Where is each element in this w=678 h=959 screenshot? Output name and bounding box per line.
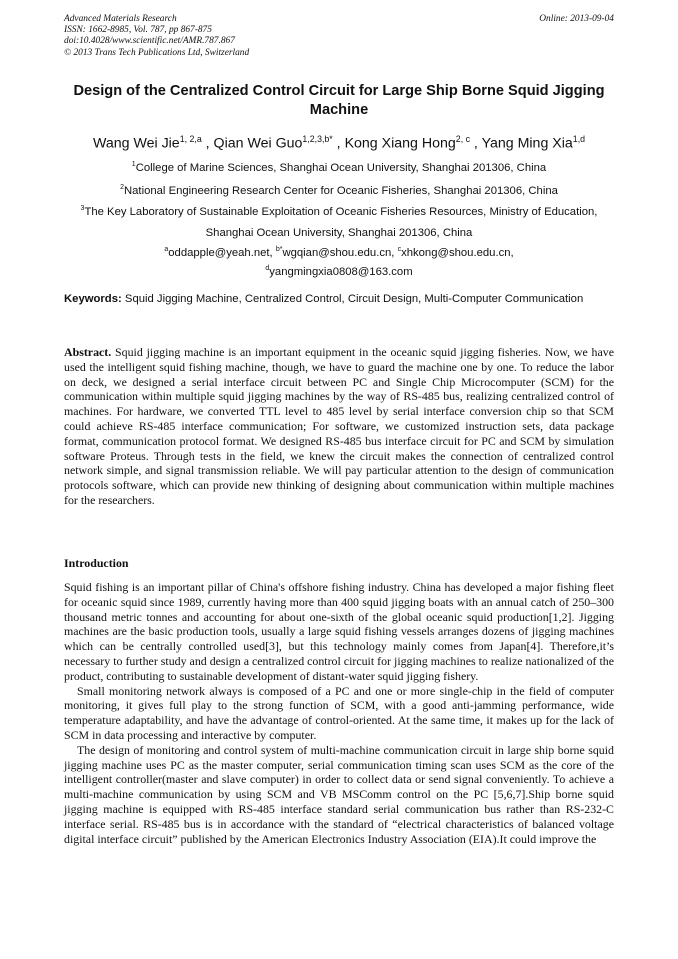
author-name: Wang Wei Jie <box>92 135 180 152</box>
email-address: xhkong@shou.edu.cn, <box>401 246 514 259</box>
affiliation-3 <box>64 198 614 244</box>
affiliation-superscript: 2 <box>120 184 124 191</box>
email-address: oddapple@yeah.net, <box>168 246 276 259</box>
keywords-text: Squid Jigging Machine, Centralized Control, Circuit Design, Multi-Computer Communication <box>121 293 584 305</box>
author-separator: , <box>332 135 345 152</box>
body-paragraph: The design of monitoring and control system of multi-machine communication circuit in large ship borne squid jigging machine uses PC as the master computer, serial communication timing scan uses SCM as the core of the intelligent controller(master and slave computer) in order to collect data or send signal conveniently. To achieve a multi-machine communication by using SCM and VB MSComm control on the PC [5,6,7].Ship borne squid jigging machine is equipped with RS-485 interface standard serial communication bus rather than RS-232-C interface serial. RS-485 bus is in accordance with the standard of “electrical characteristics of balanced voltage digital interface circuit” published by the American Electronics Industry Association (EIA).It could improve the <box>64 742 614 846</box>
introduction-body <box>64 580 614 846</box>
affiliation-superscript: 1 <box>131 161 136 168</box>
affiliation-text: National Engineering Research Center for Oceanic Fisheries, Shanghai 201306, China <box>123 184 558 197</box>
email-address: yangmingxia0808@163.com <box>269 265 413 278</box>
email-superscript: d <box>265 264 270 272</box>
email-superscript: a <box>164 246 169 253</box>
author-separator: , <box>201 135 214 152</box>
keywords-block <box>64 292 614 307</box>
email-list <box>64 242 614 280</box>
keywords-label: Keywords: <box>64 293 122 305</box>
author-separator: , <box>469 135 482 152</box>
abstract-text: Squid jigging machine is an important equipment in the oceanic squid jigging fisheries. Now, we have used the intelligent squid fishing machine, though, we have to guard the machine one by one. To reduce the labor on deck, we designed a serial interface circuit between PC and Single Chip Microcomputer (SCM) for the communication within multiple squid jigging machines by the way of RS-485 bus, realizing centralized control of machines. For hardware, we converted TTL level to 485 level by serial interface conversion chip so that SCM could achieve RS-485 interface communication; For software, we customized instruction sets, data package format, communication protocol format. We designed RS-485 bus interface circuit for PC and SCM by simulation software Proteus. Through tests in the field, we knew the circuit makes the connection of centralized control network simple, and signal transmission reliable. We will pay particular attention to the design of communication protocols software, which can provide new thinking of designing about communication within multiple machines for the researchers. <box>64 345 614 507</box>
affiliation-text: The Key Laboratory of Sustainable Exploitation of Oceanic Fisheries Resources, Ministry of Education, Shanghai Ocean University, Shanghai 201306, China <box>84 205 598 239</box>
paper-title: Design of the Centralized Control Circuit for Large Ship Borne Squid Jigging Machine <box>73 83 605 118</box>
online-date: Online: 2013-09-04 <box>539 14 614 24</box>
author-name: Qian Wei Guo <box>213 135 303 152</box>
author-superscript: 1,2,3,b* <box>302 134 333 144</box>
affiliation-text: College of Marine Sciences, Shanghai Ocean University, Shanghai 201306, China <box>135 161 547 174</box>
copyright-line: © 2013 Trans Tech Publications Ltd, Switzerland <box>64 47 250 58</box>
abstract-block <box>64 345 614 508</box>
issn-line: ISSN: 1662-8985, Vol. 787, pp 867-875 <box>64 25 212 36</box>
affiliation-1 <box>64 154 614 179</box>
author-superscript: 1, 2,a <box>179 134 202 144</box>
abstract-label: Abstract. <box>64 345 112 359</box>
email-superscript: b* <box>275 246 283 253</box>
author-name: Kong Xiang Hong <box>344 135 456 152</box>
author-superscript: 1,d <box>572 134 586 144</box>
body-paragraph: Small monitoring network always is composed of a PC and one or more single-chip in the field of computer monitoring, it gives full play to the strong function of SCM, with a good anti-jamming performance, wide temperature adaptability, and have the advantage of control-oriented. At the same time, it makes up for the lack of SCM in data processing and interactive by computer. <box>64 683 614 742</box>
affiliation-superscript: 3 <box>80 205 85 212</box>
journal-name: Advanced Materials Research <box>64 14 177 24</box>
email-superscript: c <box>397 246 402 253</box>
introduction-heading: Introduction <box>64 556 129 570</box>
author-name: Yang Ming Xia <box>481 135 573 152</box>
journal-header <box>64 14 614 59</box>
author-list <box>40 130 638 153</box>
email-address: wgqian@shou.edu.cn, <box>282 246 398 259</box>
author-superscript: 2, c <box>455 134 470 144</box>
body-paragraph: Squid fishing is an important pillar of China's offshore fishing industry. China has developed a major fishing fleet for oceanic squid since 1989, currently having more than 400 squid jigging boats with an annual catch of 250–300 thousand metric tonnes and accounting for about one-sixth of the global oceanic squid production[1,2]. Jigging machines are the basic production tools, usually a large squid fishing vessels arranges dozens of jigging machines which can be centrally controlled used[3], but this technology mainly comes from Japan[4]. Therefore,it’s necessary to further study and design a centralized control circuit for jigging machines to realize nationalized of the product, contributing to sustainable development of distant-water squid jigging fishery. <box>64 580 614 683</box>
doi-line: doi:10.4028/www.scientific.net/AMR.787.867 <box>64 36 235 47</box>
